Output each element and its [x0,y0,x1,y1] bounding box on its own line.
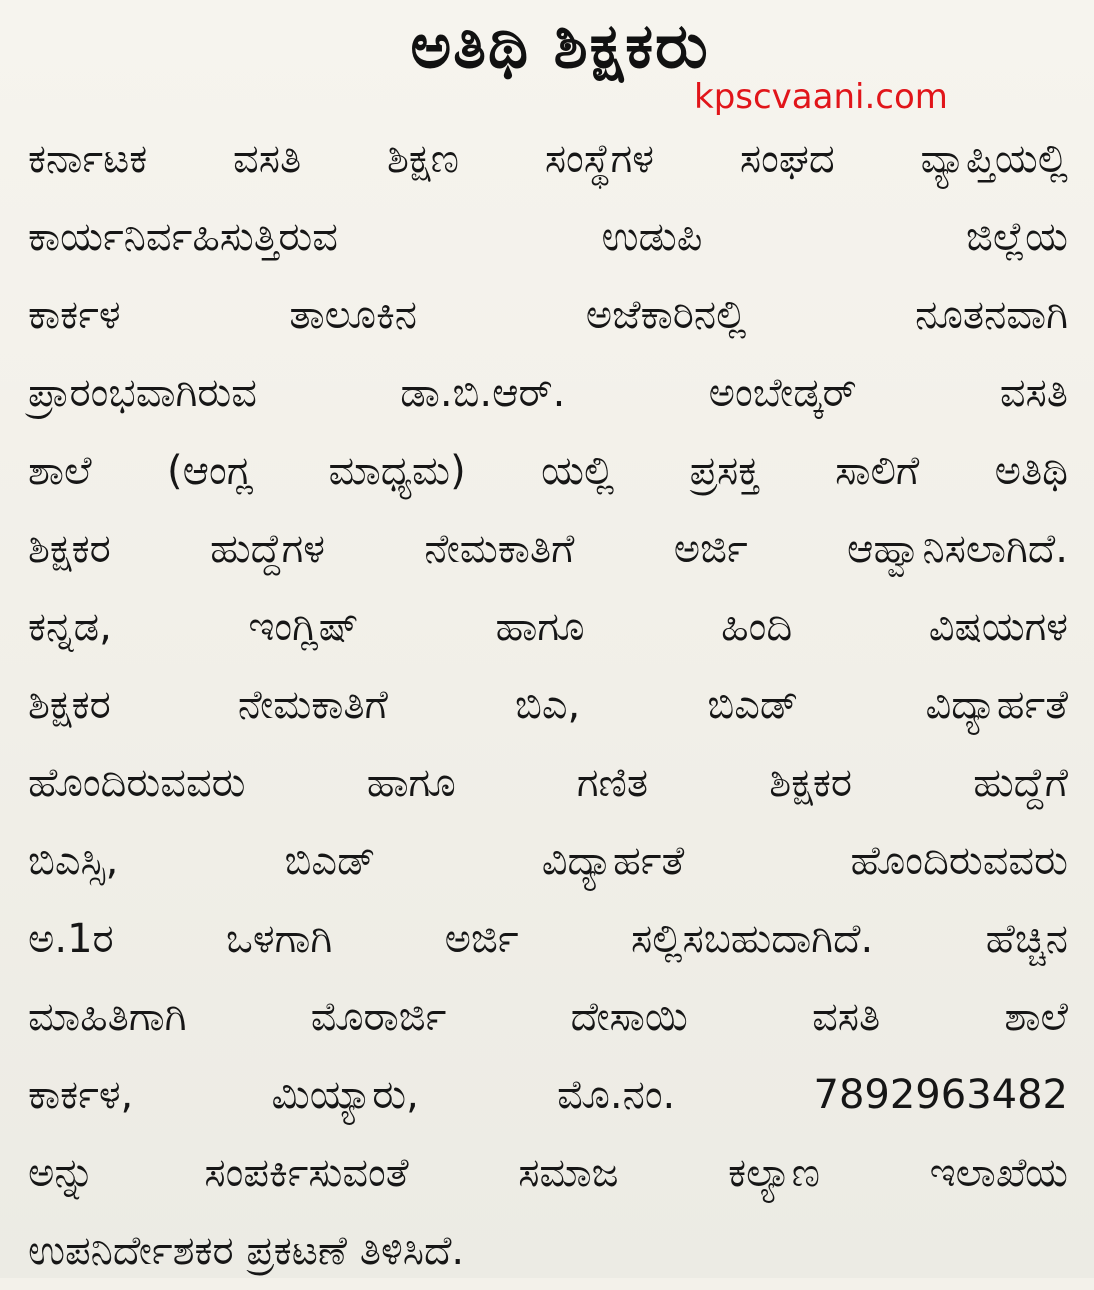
article-body [28,120,1068,1290]
article-line: ಕನ್ನಡ, ಇಂಗ್ಲಿಷ್ ಹಾಗೂ ಹಿಂದಿ ವಿಷಯಗಳ [28,604,1068,650]
article-line: ಉಪನಿರ್ದೇಶಕರ ಪ್ರಕಟಣೆ ತಿಳಿಸಿದೆ. [28,1228,465,1274]
article-line: ಕರ್ನಾಟಕ ವಸತಿ ಶಿಕ್ಷಣ ಸಂಸ್ಥೆಗಳ ಸಂಘದ ವ್ಯಾಪ್ತಿಯಲ್ಲಿ [28,136,1068,182]
article-line: ಶಿಕ್ಷಕರ ಹುದ್ದೆಗಳ ನೇಮಕಾತಿಗೆ ಅರ್ಜಿ ಆಹ್ವಾನಿಸಲಾಗಿದೆ. [28,526,1068,572]
article-line: ಕಾರ್ಕಳ, ಮಿಯ್ಯಾರು, ಮೊ.ನಂ. 7892963482 [28,1072,1068,1118]
article-line: ಹೊಂದಿರುವವರು ಹಾಗೂ ಗಣಿತ ಶಿಕ್ಷಕರ ಹುದ್ದೆಗೆ [28,760,1068,806]
article-line: ಕಾರ್ಯನಿರ್ವಹಿಸುತ್ತಿರುವ ಉಡುಪಿ ಜಿಲ್ಲೆಯ [28,214,1068,260]
article-line: ಅನ್ನು ಸಂಪರ್ಕಿಸುವಂತೆ ಸಮಾಜ ಕಲ್ಯಾಣ ಇಲಾಖೆಯ [28,1150,1068,1196]
article-line: ಬಿಎಸ್ಸಿ, ಬಿಎಡ್ ವಿದ್ಯಾರ್ಹತೆ ಹೊಂದಿರುವವರು [28,838,1068,884]
article-headline: ಅತಿಥಿ ಶಿಕ್ಷಕರು [410,9,710,82]
article-line: ಶಿಕ್ಷಕರ ನೇಮಕಾತಿಗೆ ಬಿಎ, ಬಿಎಡ್ ವಿದ್ಯಾರ್ಹತೆ [28,682,1068,728]
article-line: ಕಾರ್ಕಳ ತಾಲೂಕಿನ ಅಜೆಕಾರಿನಲ್ಲಿ ನೂತನವಾಗಿ [28,292,1068,338]
article-line: ಅ.1ರ ಒಳಗಾಗಿ ಅರ್ಜಿ ಸಲ್ಲಿಸಬಹುದಾಗಿದೆ. ಹೆಚ್ಚಿನ [28,916,1068,962]
article-line: ಮಾಹಿತಿಗಾಗಿ ಮೊರಾರ್ಜಿ ದೇಸಾಯಿ ವಸತಿ ಶಾಲೆ [28,994,1068,1040]
source-watermark: kpscvaani.com [694,77,948,117]
article-line: ಶಾಲೆ (ಆಂಗ್ಲ ಮಾಧ್ಯಮ) ಯಲ್ಲಿ ಪ್ರಸಕ್ತ ಸಾಲಿಗೆ ಅತಿಥಿ [28,448,1068,494]
article-line: ಪ್ರಾರಂಭವಾಗಿರುವ ಡಾ.ಬಿ.ಆರ್. ಅಂಬೇಡ್ಕರ್ ವಸತಿ [28,370,1068,416]
